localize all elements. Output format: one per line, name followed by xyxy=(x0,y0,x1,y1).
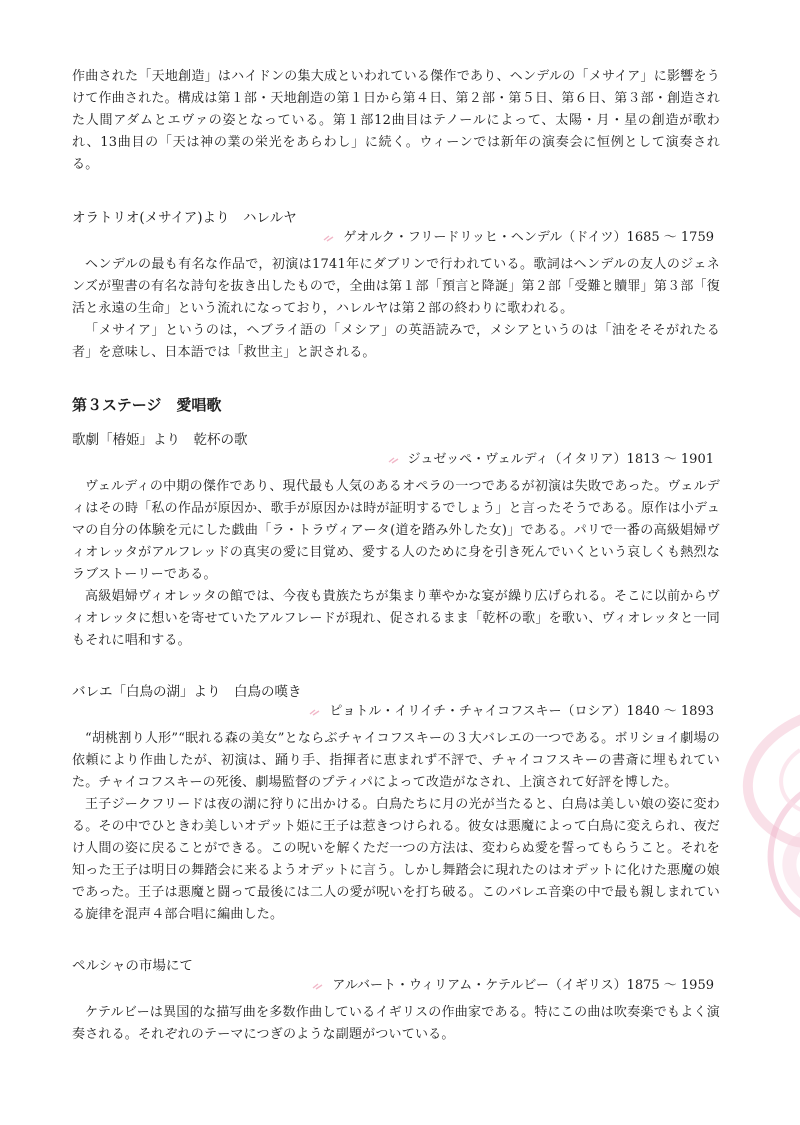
piece-title: オラトリオ(メサイア)より ハレルヤ xyxy=(72,210,297,226)
intro-paragraph: 作曲された「天地創造」はハイドンの集大成といわれている傑作であり、ヘンデルの「メサイア」に影響をうけて作曲された。構成は第１部・天地創造の第１日から第４日、第２部・第５日、第６日、第３部・創造された人間アダムとエヴァの姿となっている。第１部12曲目はテノールによって、太陽・月・星の創造が歌われ、13曲目の「天は神の業の栄光をあらわし」に続く。ウィーンでは新年の演奏会に恒例として演奏される。 xyxy=(72,69,720,172)
description-paragraph: 「メサイア」というのは，ヘブライ語の「メシア」の英語読みで，メシアというのは「油をそそがれたる者」を意味し、日本語では「救世主」と訳される。 xyxy=(72,323,720,360)
composer-line: アルバート・ウィリアム・ケテルビー（イギリス）1875 ～ 1959 xyxy=(72,976,720,996)
swanlake-section xyxy=(72,682,720,926)
program-notes-page xyxy=(72,66,720,1046)
pink-brush-mark-icon xyxy=(323,234,335,242)
pink-brush-mark-icon xyxy=(312,982,324,990)
description-paragraph: ヘンデルの最も有名な作品で，初演は1741年にダブリンで行われている。歌詞はヘンデルの友人のジェネンズが聖書の有名な詩句を抜き出したもので，全曲は第１部「預言と降誕」第２部「受難と贖罪」第３部「復活と永遠の生命」という流れになっており，ハレルヤは第２部の終わりに歌われる。 xyxy=(72,257,720,316)
description-paragraph: ヴェルディの中期の傑作であり、現代最も人気のあるオペラの一つであるが初演は失敗であった。ヴェルディはその時「私の作品が原因か、歌手が原因かは時が証明するでしょう」と言ったそうである。原作は小デュマの自分の体験を元にした戯曲「ラ・トラヴィアータ(道を踏み外した女)」である。パリで一番の高級娼婦ヴィオレッタがアルフレッドの真実の愛に目覚め、愛する人のために身を引き死んでいくという哀しくも熱烈なラブストーリーである。 xyxy=(72,479,720,582)
description-paragraph: 王子ジークフリードは夜の湖に狩りに出かける。白鳥たちに月の光が当たると、白鳥は美しい娘の姿に変わる。その中でひときわ美しいオデット姫に王子は惹きつけられる。彼女は悪魔によって白鳥に変えられ、夜だけ人間の姿に戻ることができる。この呪いを解くただ一つの方法は、変わらぬ愛を誓ってもらうこと。それを知った王子は明日の舞踏会に来るようオデットに言う。しかし舞踏会に現れたのはオデットに化けた悪魔の娘であった。王子は悪魔と闘って最後には二人の愛が呪いを打ち破る。このバレエ音楽の中で最も親しまれている旋律を混声４部合唱に編曲した。 xyxy=(72,797,720,922)
piece-title: ペルシャの市場にて xyxy=(72,958,193,974)
composer-line: ピョトル・イリイチ・チャイコフスキー（ロシア）1840 ～ 1893 xyxy=(72,702,720,722)
brindisi-section xyxy=(72,430,720,652)
pink-brush-mark-icon xyxy=(309,708,321,716)
hallelujah-section xyxy=(72,208,720,364)
piece-title: バレエ「白鳥の湖」より 白鳥の嘆き xyxy=(72,684,302,700)
piece-title: 歌劇「椿姫」より 乾杯の歌 xyxy=(72,432,248,448)
description-paragraph: “胡桃割り人形”“眠れる森の美女”とならぶチャイコフスキーの３大バレエの一つである。ボリショイ劇場の依頼により作曲したが、初演は、踊り手、指揮者に恵まれず不評で、チャイコフスキーの書斎に埋もれていた。チャイコフスキーの死後、劇場監督のプティパによって改造がなされ、上演されて好評を博した。 xyxy=(72,731,720,790)
persian-market-section xyxy=(72,956,720,1046)
stage-heading: 第３ステージ 愛唱歌 xyxy=(72,396,222,414)
composer-line: ジュゼッペ・ヴェルディ（イタリア）1813 ～ 1901 xyxy=(72,450,720,470)
description-paragraph: ケテルビーは異国的な描写曲を多数作曲しているイギリスの作曲家である。特にこの曲は吹奏楽でもよく演奏される。それぞれのテーマにつぎのような副題がついている。 xyxy=(72,1005,720,1042)
pink-brush-mark-icon xyxy=(388,456,400,464)
composer-line: ゲオルク・フリードリッヒ・ヘンデル（ドイツ）1685 ～ 1759 xyxy=(72,228,720,248)
description-paragraph: 高級娼婦ヴィオレッタの館では、今夜も貴族たちが集まり華やかな宴が繰り広げられる。そこに以前からヴィオレッタに想いを寄せていたアルフレードが現れ、促されるまま「乾杯の歌」を歌い、ヴィオレッタと一同もそれに唱和する。 xyxy=(72,589,720,648)
